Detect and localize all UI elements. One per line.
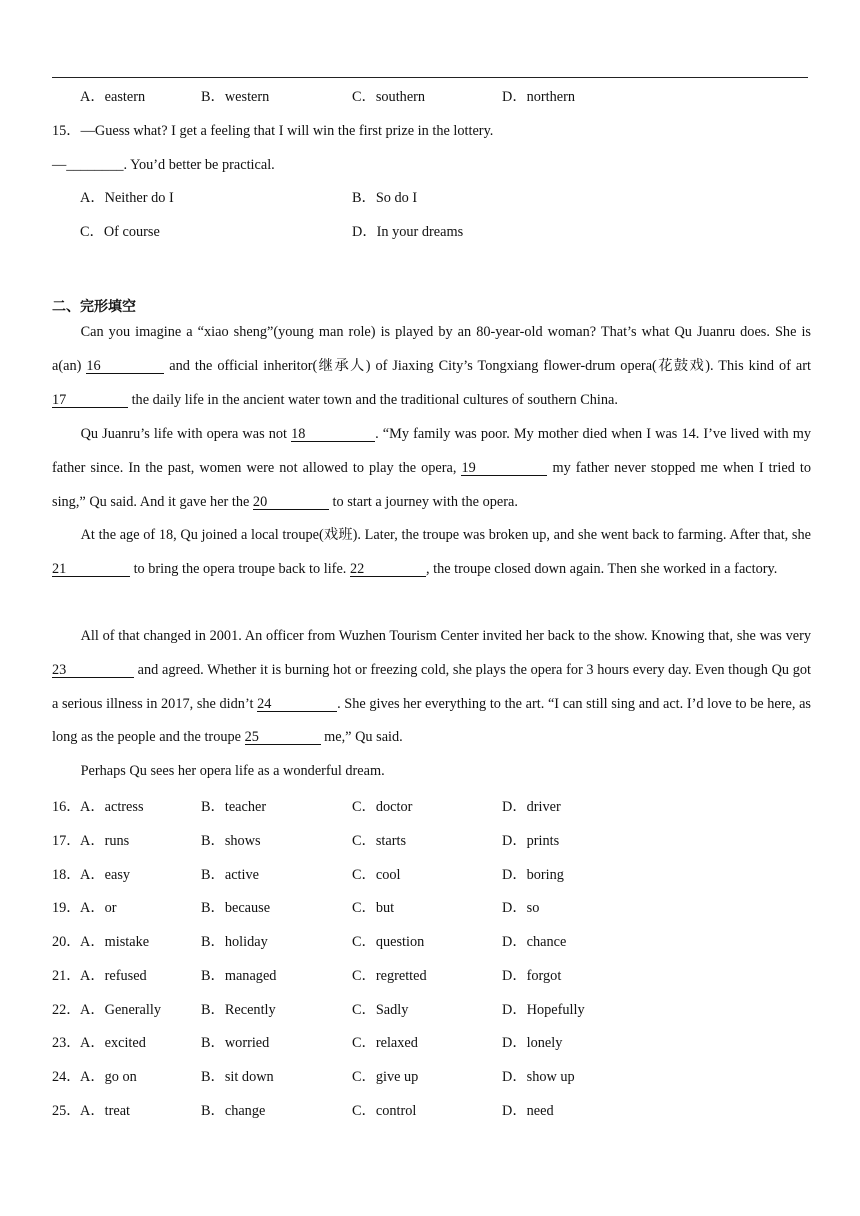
- blank-23: 23: [52, 663, 134, 678]
- q15-reply: —________. You’d better be practical.: [52, 157, 275, 173]
- section-heading: 二、完形填空: [52, 299, 136, 315]
- q15-option-c[interactable]: C．Of course: [80, 224, 160, 240]
- option-d[interactable]: D．need: [502, 1103, 554, 1119]
- option-c[interactable]: C．question: [352, 934, 425, 950]
- option-c[interactable]: C．control: [352, 1103, 417, 1119]
- option-c[interactable]: C．starts: [352, 833, 407, 849]
- option-a[interactable]: A．mistake: [80, 934, 150, 950]
- option-b[interactable]: B．sit down: [201, 1069, 274, 1085]
- option-a[interactable]: A．or: [80, 900, 117, 916]
- blank-20: 20: [253, 495, 329, 510]
- passage-paragraph-1: Can you imagine a “xiao sheng”(young man role) is played by an 80-year-old woman? That’s what Qu Juanru does. She is a(an) 16 and the official inheritor(继承人) of Jiaxing City’s Tongxiang flower-drum opera(花鼓戏). This kind of art 17 the daily life in the ancient water town and the traditional cultures of southern China.: [52, 324, 811, 408]
- option-a[interactable]: A．go on: [80, 1069, 137, 1085]
- option-d[interactable]: D．show up: [502, 1069, 575, 1085]
- blank-21: 21: [52, 562, 130, 577]
- option-a[interactable]: A．Generally: [80, 1002, 161, 1018]
- blank-16: 16: [86, 359, 164, 374]
- q14-option-a[interactable]: A．eastern: [80, 89, 146, 105]
- option-b[interactable]: B．managed: [201, 968, 277, 984]
- option-b[interactable]: B．change: [201, 1103, 266, 1119]
- option-a[interactable]: A．easy: [80, 867, 131, 883]
- option-d[interactable]: D．Hopefully: [502, 1002, 585, 1018]
- option-b[interactable]: B．holiday: [201, 934, 268, 950]
- option-c[interactable]: C．regretted: [352, 968, 427, 984]
- blank-25: 25: [245, 730, 321, 745]
- q15-prompt: 15．—Guess what? I get a feeling that I will win the first prize in the lottery.: [52, 123, 494, 139]
- option-b[interactable]: B．Recently: [201, 1002, 276, 1018]
- question-number: 22．: [52, 1002, 81, 1018]
- question-number: 23．: [52, 1035, 81, 1051]
- question-number: 16．: [52, 799, 81, 815]
- q14-option-d[interactable]: D．northern: [502, 89, 576, 105]
- option-a[interactable]: A．treat: [80, 1103, 131, 1119]
- option-d[interactable]: D．lonely: [502, 1035, 563, 1051]
- option-c[interactable]: C．but: [352, 900, 395, 916]
- option-a[interactable]: A．runs: [80, 833, 130, 849]
- option-c[interactable]: C．doctor: [352, 799, 413, 815]
- blank-19: 19: [461, 461, 547, 476]
- blank-22: 22: [350, 562, 426, 577]
- q14-option-c[interactable]: C．southern: [352, 89, 426, 105]
- q15-option-b[interactable]: B．So do I: [352, 190, 418, 206]
- passage-paragraph-4: All of that changed in 2001. An officer from Wuzhen Tourism Center invited her back to the show. Knowing that, she was very 23 and agreed. Whether it is burning hot or freezing cold, she plays the opera for 3 hours every day. Even though Qu got a serious illness in 2017, she didn’t 24 . She gives her everything to the art. “I can still sing and act. I’d love to be here, as long as the people and the troupe 25 me,” Qu said.: [52, 628, 811, 746]
- option-a[interactable]: A．refused: [80, 968, 147, 984]
- passage-paragraph-5: Perhaps Qu sees her opera life as a wonderful dream.: [80, 763, 385, 779]
- header-rule: [52, 77, 808, 78]
- question-number: 18．: [52, 867, 81, 883]
- option-d[interactable]: D．forgot: [502, 968, 562, 984]
- option-c[interactable]: C．give up: [352, 1069, 419, 1085]
- question-number: 24．: [52, 1069, 81, 1085]
- option-b[interactable]: B．shows: [201, 833, 261, 849]
- question-number: 21．: [52, 968, 81, 984]
- q14-option-b[interactable]: B．western: [201, 89, 270, 105]
- option-d[interactable]: D．boring: [502, 867, 564, 883]
- option-d[interactable]: D．chance: [502, 934, 567, 950]
- option-b[interactable]: B．because: [201, 900, 271, 916]
- option-b[interactable]: B．worried: [201, 1035, 270, 1051]
- option-d[interactable]: D．prints: [502, 833, 560, 849]
- q15-option-d[interactable]: D．In your dreams: [352, 224, 464, 240]
- passage-paragraph-3: At the age of 18, Qu joined a local troupe(戏班). Later, the troupe was broken up, and she went back to farming. After that, she 21 to bring the opera troupe back to life. 22 , the troupe closed down again. Then she worked in a factory.: [52, 527, 811, 577]
- option-b[interactable]: B．active: [201, 867, 259, 883]
- option-c[interactable]: C．Sadly: [352, 1002, 409, 1018]
- blank-17: 17: [52, 393, 128, 408]
- option-d[interactable]: D．driver: [502, 799, 561, 815]
- option-d[interactable]: D．so: [502, 900, 540, 916]
- option-a[interactable]: A．actress: [80, 799, 144, 815]
- question-number: 19．: [52, 900, 81, 916]
- question-number: 17．: [52, 833, 81, 849]
- q15-option-a[interactable]: A．Neither do I: [80, 190, 174, 206]
- question-number: 20．: [52, 934, 81, 950]
- option-c[interactable]: C．relaxed: [352, 1035, 418, 1051]
- option-b[interactable]: B．teacher: [201, 799, 267, 815]
- option-c[interactable]: C．cool: [352, 867, 401, 883]
- option-a[interactable]: A．excited: [80, 1035, 146, 1051]
- blank-24: 24: [257, 697, 337, 712]
- question-number: 25．: [52, 1103, 81, 1119]
- passage-paragraph-2: Qu Juanru’s life with opera was not 18 . “My family was poor. My mother died when I was 14. I’ve lived with my father since. In the past, women were not allowed to play the opera, 19 my father never stopped me when I tried to sing,” Qu said. And it gave her the 20 to start a journey with the opera.: [52, 426, 811, 510]
- blank-18: 18: [291, 427, 375, 442]
